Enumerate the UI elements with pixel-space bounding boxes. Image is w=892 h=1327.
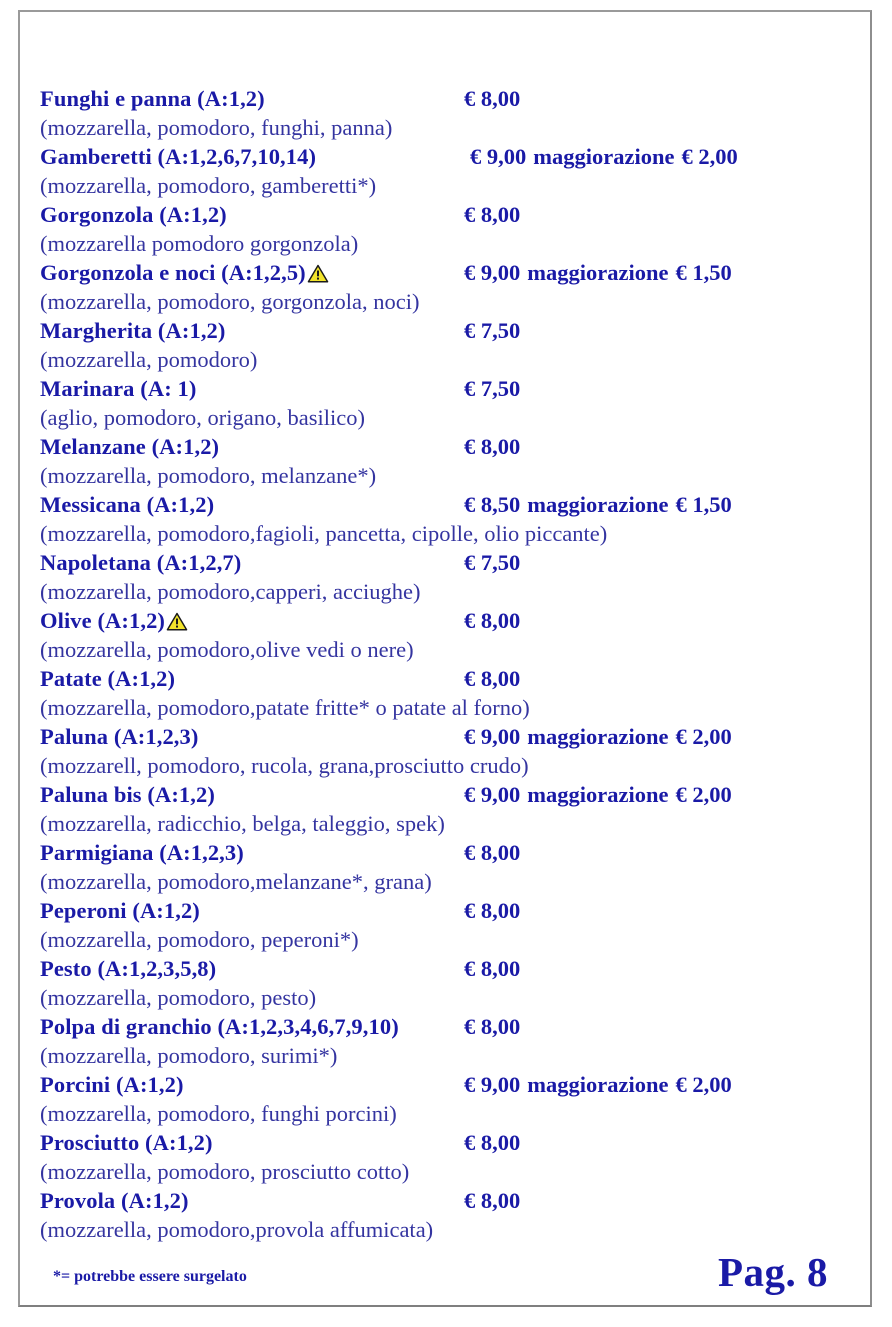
menu-item-price: € 7,50 [464, 550, 521, 575]
menu-item-name-text: Paluna (A:1,2,3) [40, 724, 199, 749]
menu-item-price-block [464, 1128, 520, 1157]
menu-item-price: € 8,00 [464, 840, 521, 865]
menu-item-ingredients: (mozzarella, pomodoro,patate fritte* o patate al forno) [40, 695, 530, 720]
menu-item-title-row [40, 432, 852, 461]
menu-item-description-row [40, 229, 852, 258]
menu-item-ingredients: (mozzarella, pomodoro, peperoni*) [40, 927, 359, 952]
menu-item-ingredients: (mozzarella, pomodoro, gamberetti*) [40, 173, 377, 198]
menu-item-name-text: Patate (A:1,2) [40, 666, 176, 691]
page-number: Pag. 8 [717, 1249, 828, 1295]
menu-item-surcharge-price: € 1,50 [675, 260, 732, 285]
menu-item-name-text: Funghi e panna (A:1,2) [40, 86, 265, 111]
menu-item-ingredients: (mozzarella, radicchio, belga, taleggio, spek) [40, 811, 445, 836]
menu-item-price-block [464, 780, 732, 809]
menu-item-name-text: Peperoni (A:1,2) [40, 898, 200, 923]
menu-item-name-text: Melanzane (A:1,2) [40, 434, 220, 459]
menu-page [18, 10, 872, 1307]
menu-item-description-row [40, 751, 852, 780]
menu-item-description-row [40, 983, 852, 1012]
menu-item-price-block [464, 374, 520, 403]
menu-item-price: € 8,00 [464, 898, 521, 923]
menu-item-title-row [40, 142, 852, 171]
menu-item [40, 316, 852, 374]
menu-item-title-row [40, 1070, 852, 1099]
menu-item-surcharge-label: maggiorazione [533, 144, 675, 169]
menu-item-price: € 8,00 [464, 434, 521, 459]
menu-item-description-row [40, 1157, 852, 1186]
menu-item-ingredients: (aglio, pomodoro, origano, basilico) [40, 405, 365, 430]
menu-item-price: € 9,00 [464, 260, 521, 285]
menu-item-description-row [40, 1099, 852, 1128]
menu-item-title-row [40, 1012, 852, 1041]
menu-item [40, 258, 852, 316]
menu-item-price-block [464, 664, 520, 693]
menu-item-price-block [464, 548, 520, 577]
menu-item-title-row [40, 490, 852, 519]
menu-item [40, 1070, 852, 1128]
menu-item-price-block [464, 1186, 520, 1215]
menu-item-price-block [464, 84, 520, 113]
menu-item-price: € 9,00 [464, 782, 521, 807]
menu-item [40, 1012, 852, 1070]
menu-item-title-row [40, 84, 852, 113]
menu-item-ingredients: (mozzarella, pomodoro, pesto) [40, 985, 317, 1010]
menu-item-description-row [40, 403, 852, 432]
menu-item-name-text: Prosciutto (A:1,2) [40, 1130, 213, 1155]
menu-item-name-text: Gamberetti (A:1,2,6,7,10,14) [40, 144, 317, 169]
menu-item [40, 896, 852, 954]
menu-item-price-block [464, 258, 732, 287]
menu-item-price: € 9,00 [464, 724, 521, 749]
menu-item-price: € 8,00 [464, 202, 521, 227]
menu-item-surcharge-label: maggiorazione [527, 724, 669, 749]
menu-item-surcharge-label: maggiorazione [527, 1072, 669, 1097]
menu-item-name [40, 316, 225, 345]
menu-item-description-row [40, 171, 852, 200]
menu-item-price: € 8,00 [464, 1188, 521, 1213]
menu-item-title-row [40, 548, 852, 577]
menu-item [40, 84, 852, 142]
menu-item-ingredients: (mozzarella, pomodoro,melanzane*, grana) [40, 869, 432, 894]
menu-item-description-row [40, 461, 852, 490]
menu-item [40, 664, 852, 722]
menu-item-name-text: Napoletana (A:1,2,7) [40, 550, 242, 575]
menu-item-description-row [40, 693, 852, 722]
menu-item-name [40, 432, 219, 461]
menu-item-price-block [464, 490, 732, 519]
menu-item-description-row [40, 925, 852, 954]
menu-item-price-block [464, 200, 520, 229]
menu-item [40, 1128, 852, 1186]
menu-item-ingredients: (mozzarella, pomodoro,fagioli, pancetta, cipolle, olio piccante) [40, 521, 608, 546]
menu-item-description-row [40, 577, 852, 606]
frozen-ingredient-footnote: *= potrebbe essere surgelato [53, 1268, 247, 1285]
menu-item-surcharge-price: € 2,00 [681, 144, 738, 169]
menu-item-price-block [464, 432, 520, 461]
menu-item-description-row [40, 113, 852, 142]
menu-item-title-row [40, 374, 852, 403]
menu-item-title-row [40, 954, 852, 983]
menu-item-title-row [40, 1128, 852, 1157]
menu-item-name [40, 1012, 399, 1041]
menu-item-price-block [464, 896, 520, 925]
menu-item-title-row [40, 316, 852, 345]
menu-item-ingredients: (mozzarell, pomodoro, rucola, grana,prosciutto crudo) [40, 753, 529, 778]
menu-item-name [40, 664, 175, 693]
menu-item-ingredients: (mozzarella, pomodoro, prosciutto cotto) [40, 1159, 410, 1184]
menu-item [40, 1186, 852, 1244]
menu-item-name-text: Olive (A:1,2) [40, 608, 166, 633]
menu-item-name [40, 954, 216, 983]
menu-item-name-text: Provola (A:1,2) [40, 1188, 189, 1213]
menu-item-name-text: Paluna bis (A:1,2) [40, 782, 215, 807]
menu-item-surcharge-price: € 2,00 [675, 782, 732, 807]
menu-item [40, 432, 852, 490]
menu-item-price-block [464, 722, 732, 751]
menu-item-price: € 8,00 [464, 956, 521, 981]
menu-item-name-text: Messicana (A:1,2) [40, 492, 215, 517]
menu-item-name [40, 374, 196, 403]
menu-item-name [40, 722, 198, 751]
menu-item-title-row [40, 722, 852, 751]
menu-item-title-row [40, 258, 852, 287]
menu-item-name-text: Margherita (A:1,2) [40, 318, 226, 343]
menu-item-description-row [40, 345, 852, 374]
menu-item-name-text: Gorgonzola (A:1,2) [40, 202, 227, 227]
menu-item-name [40, 490, 214, 519]
menu-item-title-row [40, 200, 852, 229]
menu-item-ingredients: (mozzarella, pomodoro, melanzane*) [40, 463, 377, 488]
menu-item-title-row [40, 780, 852, 809]
menu-item-price: € 7,50 [464, 318, 521, 343]
menu-item-description-row [40, 867, 852, 896]
menu-item-ingredients: (mozzarella, pomodoro) [40, 347, 258, 372]
menu-item-surcharge-price: € 2,00 [675, 724, 732, 749]
menu-item-description-row [40, 287, 852, 316]
menu-item-description-row [40, 519, 852, 548]
menu-item [40, 142, 852, 200]
menu-item-name [40, 258, 329, 287]
menu-item-name [40, 142, 316, 171]
menu-item-price-block [464, 316, 520, 345]
menu-item [40, 606, 852, 664]
menu-item-price: € 8,00 [464, 608, 521, 633]
menu-item-price-block [470, 142, 738, 171]
menu-item-title-row [40, 606, 852, 635]
menu-item-description-row [40, 635, 852, 664]
menu-item-ingredients: (mozzarella pomodoro gorgonzola) [40, 231, 359, 256]
menu-item-name-text: Marinara (A: 1) [40, 376, 197, 401]
menu-item-price: € 9,00 [470, 144, 527, 169]
menu-item-ingredients: (mozzarella, pomodoro,capperi, acciughe) [40, 579, 421, 604]
menu-item [40, 780, 852, 838]
menu-item-description-row [40, 1041, 852, 1070]
menu-item-price-block [464, 954, 520, 983]
menu-item-surcharge-label: maggiorazione [527, 260, 669, 285]
menu-item [40, 722, 852, 780]
menu-item-name [40, 838, 244, 867]
menu-item-price-block [464, 1070, 732, 1099]
menu-item-name-text: Gorgonzola e noci (A:1,2,5) [40, 260, 306, 285]
menu-item-price: € 8,50 [464, 492, 521, 517]
menu-item-name [40, 548, 241, 577]
menu-item-price: € 9,00 [464, 1072, 521, 1097]
menu-item [40, 200, 852, 258]
menu-item-ingredients: (mozzarella, pomodoro,olive vedi o nere) [40, 637, 414, 662]
menu-item-ingredients: (mozzarella, pomodoro, surimi*) [40, 1043, 338, 1068]
menu-item-surcharge-label: maggiorazione [527, 492, 669, 517]
allergen-warning-icon [307, 261, 329, 280]
menu-item-surcharge-label: maggiorazione [527, 782, 669, 807]
menu-item-price-block [464, 606, 520, 635]
allergen-warning-icon [166, 609, 188, 628]
menu-item-name [40, 1186, 189, 1215]
menu-item-ingredients: (mozzarella, pomodoro, funghi, panna) [40, 115, 393, 140]
menu-item-name [40, 1128, 213, 1157]
menu-item-name [40, 606, 188, 635]
menu-item-price: € 8,00 [464, 666, 521, 691]
menu-item-ingredients: (mozzarella, pomodoro, funghi porcini) [40, 1101, 397, 1126]
menu-item-title-row [40, 664, 852, 693]
menu-item [40, 954, 852, 1012]
menu-item-price-block [464, 1012, 520, 1041]
menu-item [40, 374, 852, 432]
menu-item-surcharge-price: € 1,50 [675, 492, 732, 517]
menu-item [40, 490, 852, 548]
menu-item-price: € 8,00 [464, 86, 521, 111]
menu-item-name-text: Pesto (A:1,2,3,5,8) [40, 956, 217, 981]
menu-item-price: € 8,00 [464, 1014, 521, 1039]
menu-item-description-row [40, 1215, 852, 1244]
menu-item-name [40, 84, 265, 113]
menu-item-name [40, 896, 200, 925]
menu-item-title-row [40, 896, 852, 925]
menu-item-description-row [40, 809, 852, 838]
menu-item-name-text: Polpa di granchio (A:1,2,3,4,6,7,9,10) [40, 1014, 399, 1039]
menu-item-name-text: Parmigiana (A:1,2,3) [40, 840, 244, 865]
menu-item-name [40, 780, 215, 809]
menu-item-name [40, 200, 227, 229]
menu-item-title-row [40, 838, 852, 867]
pizza-menu-list [40, 84, 852, 1244]
menu-item [40, 838, 852, 896]
menu-item-title-row [40, 1186, 852, 1215]
menu-item-price-block [464, 838, 520, 867]
menu-item-name [40, 1070, 184, 1099]
menu-item-name-text: Porcini (A:1,2) [40, 1072, 184, 1097]
menu-item-surcharge-price: € 2,00 [675, 1072, 732, 1097]
menu-item-price: € 7,50 [464, 376, 521, 401]
menu-item-price: € 8,00 [464, 1130, 521, 1155]
menu-item-ingredients: (mozzarella, pomodoro, gorgonzola, noci) [40, 289, 420, 314]
menu-item [40, 548, 852, 606]
menu-item-ingredients: (mozzarella, pomodoro,provola affumicata) [40, 1217, 434, 1242]
